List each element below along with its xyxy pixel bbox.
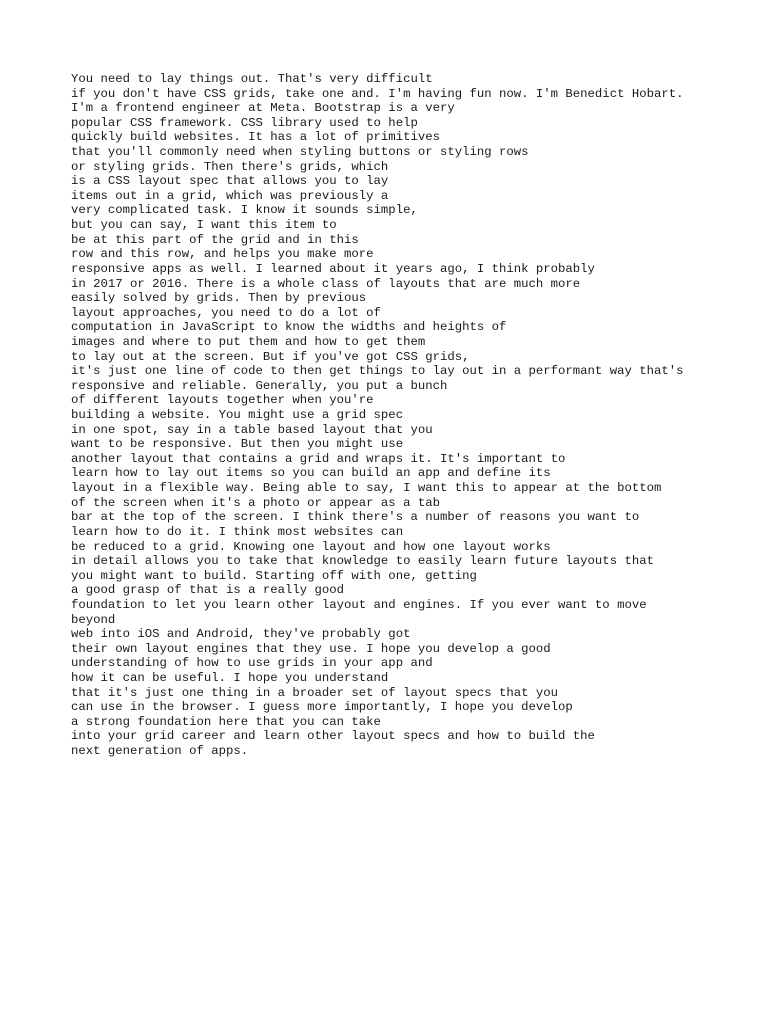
transcript-line: but you can say, I want this item to [71, 218, 337, 233]
transcript-line: quickly build websites. It has a lot of primitives [71, 130, 440, 145]
transcript-line: in detail allows you to take that knowledge to easily learn future layouts that [71, 554, 654, 569]
transcript-line: in 2017 or 2016. There is a whole class of layouts that are much more [71, 276, 581, 291]
transcript-line: in one spot, say in a table based layout that you [71, 422, 433, 437]
transcript-line: is a CSS layout spec that allows you to lay [71, 174, 389, 189]
transcript-line: images and where to put them and how to get them [71, 334, 426, 349]
transcript-line: building a website. You might use a grid spec [71, 408, 404, 423]
transcript-line: you might want to build. Starting off with one, getting [71, 568, 477, 583]
transcript-line: very complicated task. I know it sounds simple, [71, 203, 418, 218]
transcript-line: responsive and reliable. Generally, you put a bunch [71, 378, 448, 393]
transcript-line: of the screen when it's a photo or appear as a tab [71, 495, 440, 510]
transcript-line: if you don't have CSS grids, take one and. I'm having fun now. I'm Benedict Hobart. [71, 86, 684, 101]
transcript-line: web into iOS and Android, they've probably got [71, 627, 411, 642]
transcript-line: how it can be useful. I hope you understand [71, 670, 389, 685]
transcript-line: into your grid career and learn other layout specs and how to build the [71, 729, 595, 744]
transcript-line: computation in JavaScript to know the widths and heights of [71, 320, 507, 335]
transcript-line: or styling grids. Then there's grids, which [71, 159, 389, 174]
transcript-line: to lay out at the screen. But if you've got CSS grids, [71, 349, 470, 364]
transcript-line: beyond [71, 612, 116, 627]
transcript-line: be reduced to a grid. Knowing one layout and how one layout works [71, 539, 551, 554]
transcript-line: of different layouts together when you're [71, 393, 374, 408]
transcript-line: You need to lay things out. That's very difficult [71, 72, 433, 86]
transcript-line: a good grasp of that is a really good [71, 583, 345, 598]
transcript-line: items out in a grid, which was previously a [71, 188, 389, 203]
transcript-line: understanding of how to use grids in your app and [71, 656, 433, 671]
transcript-line: want to be responsive. But then you might use [71, 437, 404, 452]
transcript-line: easily solved by grids. Then by previous [71, 291, 367, 306]
transcript-line: another layout that contains a grid and wraps it. It's important to [71, 451, 566, 466]
transcript-line: learn how to lay out items so you can build an app and define its [71, 466, 551, 481]
transcript-line: their own layout engines that they use. I hope you develop a good [71, 641, 551, 656]
transcript-line: I'm a frontend engineer at Meta. Bootstrap is a very [71, 101, 455, 116]
transcript-line: learn how to do it. I think most websites can [71, 524, 404, 539]
transcript-line: next generation of apps. [71, 744, 249, 759]
transcript-line: can use in the browser. I guess more importantly, I hope you develop [71, 700, 573, 715]
transcript-line: a strong foundation here that you can take [71, 714, 381, 729]
transcript-line: bar at the top of the screen. I think there's a number of reasons you want to [71, 510, 640, 525]
transcript-text [71, 72, 751, 759]
transcript-line: that you'll commonly need when styling buttons or styling rows [71, 145, 529, 160]
transcript-line: be at this part of the grid and in this [71, 232, 359, 247]
transcript-line: that it's just one thing in a broader set of layout specs that you [71, 685, 559, 700]
transcript-line: popular CSS framework. CSS library used to help [71, 115, 418, 130]
transcript-line: it's just one line of code to then get things to lay out in a performant way that's [71, 364, 684, 379]
transcript-line: row and this row, and helps you make more [71, 247, 374, 262]
transcript-line: layout in a flexible way. Being able to say, I want this to appear at the bottom [71, 481, 662, 496]
transcript-line: responsive apps as well. I learned about it years ago, I think probably [71, 261, 595, 276]
transcript-line: foundation to let you learn other layout and engines. If you ever want to move [71, 597, 647, 612]
transcript-line: layout approaches, you need to do a lot of [71, 305, 381, 320]
